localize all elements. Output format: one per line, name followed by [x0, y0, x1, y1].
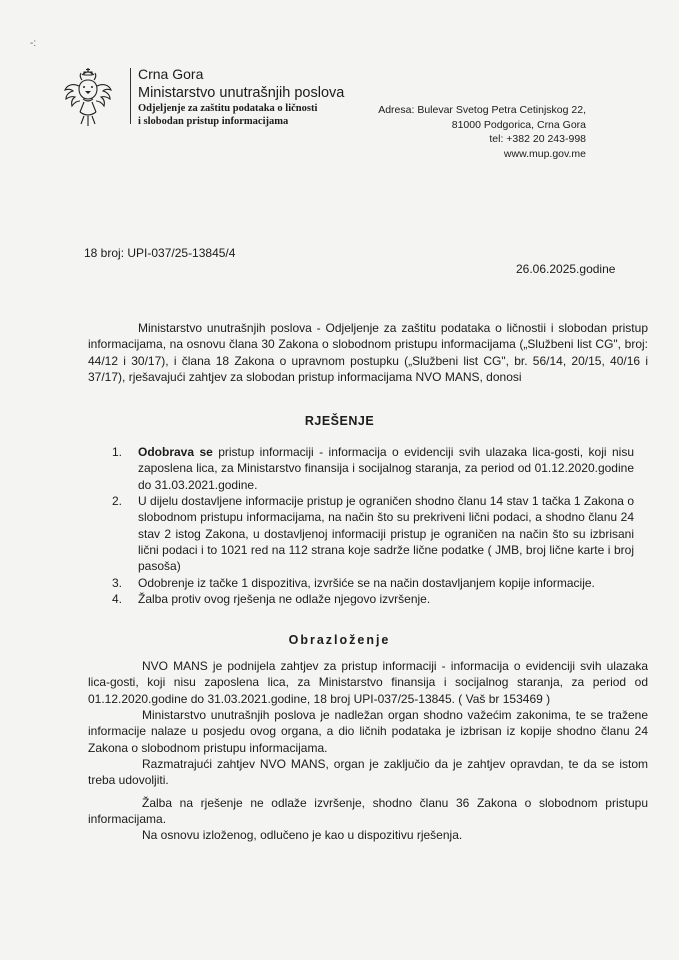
reasoning-paragraph: Ministarstvo unutrašnjih poslova je nadležan organ shodno važećim zakonima, te se tražene informacije nalaze u posjedu ovog organa, a dio ličnih podataka je izbrisan iz kopije shodno članu 24 Zakona o slobodnom pristupu informacijama.: [88, 707, 648, 755]
address-line-1: Adresa: Bulevar Svetog Petra Cetinjskog 22,: [378, 104, 586, 116]
reasoning-title: Obrazloženje: [288, 633, 391, 647]
phone-number: tel: +382 20 243-998: [489, 133, 586, 146]
department-line-1: Odjeljenje za zaštitu podataka o ličnosti: [138, 102, 318, 114]
reference-number: 18 broj: UPI-037/25-13845/4: [84, 246, 236, 260]
reasoning-paragraph: Na osnovu izloženog, odlučeno je kao u dispozitivu rješenja.: [142, 828, 463, 843]
decision-items: [112, 444, 634, 607]
item-number: 3.: [112, 575, 123, 590]
website: www.mup.gov.me: [503, 148, 586, 161]
address-line-2: 81000 Podgorica, Crna Gora: [451, 118, 586, 131]
item-number: 4.: [112, 591, 123, 606]
issuer-block: [138, 66, 344, 128]
reasoning-paragraph: Žalba na rješenje ne odlaže izvršenje, shodno članu 36 Zakona o slobodnom pristupu informacijama.: [88, 795, 648, 826]
item-text: pristup informaciji - informacija o evidenciji svih ulazaka lica-gosti, koji nisu zaposlena lica, za Ministarstvo finansija i socijalnog staranja, za period od 01.12.2020.godine do 31.03.2021.godine.: [138, 445, 634, 492]
item-text: Žalba protiv ovog rješenja ne odlaže njegovo izvršenje.: [138, 591, 431, 606]
header-divider: [130, 68, 131, 124]
item-text: Odobrenje iz tačke 1 dispozitiva, izvršiće se na način dostavljanjem kopije informacije.: [138, 575, 595, 590]
item-lead: Odobrava se: [138, 445, 213, 459]
contact-block: [378, 103, 586, 162]
item-number: 2.: [112, 493, 123, 508]
reasoning-paragraph: Razmatrajući zahtjev NVO MANS, organ je zaključio da je zahtjev opravdan, te da se istom treba udovoljiti.: [88, 756, 648, 788]
decision-item: [112, 591, 634, 607]
ministry-name: Ministarstvo unutrašnjih poslova: [138, 84, 345, 101]
decision-item: [112, 444, 634, 493]
margin-mark: -:: [30, 38, 37, 49]
decision-item: [112, 493, 634, 575]
item-text: U dijelu dostavljene informacije pristup je ograničen shodno članu 14 stav 1 tačka 1 Zakona o slobodnom pristupu informacijama, na način što su prekriveni lični podaci, a shodno članu 24 stav 2 istog Zakona, u dostavljenoj informaciji pristup je ograničen na način što su izbrisani lični podaci i to 1021 red na 112 strana koje sadrže lične podatke ( JMB, broj lične karte i broj pasoša): [138, 493, 634, 574]
intro-paragraph: Ministarstvo unutrašnjih poslova - Odjeljenje za zaštitu podataka o ličnostii i slobodan pristup informacijama, na osnovu člana 30 Zakona o slobodnom pristupu informacijama („Službeni list CG", broj: 44/12 i 30/17), i člana 18 Zakona o upravnom postupku („Službeni list CG", br. 56/14, 20/15, 40/16 i 37/17), rješavajući zahtjev za slobodan pristup informacijama NVO MANS, donosi: [88, 321, 648, 384]
reasoning-section: [88, 658, 648, 843]
department-line-2: i slobodan pristup informacijama: [138, 115, 289, 127]
decision-title: RJEŠENJE: [304, 414, 375, 428]
montenegro-coat-of-arms-icon: [62, 66, 114, 130]
reasoning-paragraph: NVO MANS je podnijela zahtjev za pristup informaciji - informacija o evidenciji svih ulazaka lica-gosti, koji nisu zaposlena lica, za Ministarstvo finansija i socijalnog staranja, za period od 01.12.2020.godine do 31.03.2021.godine, 18 broj UPI-037/25-13845. ( Vaš br 153469 ): [88, 659, 648, 706]
item-number: 1.: [112, 445, 123, 459]
country-name: Crna Gora: [138, 66, 204, 82]
document-date: 26.06.2025.godine: [516, 262, 616, 276]
decision-item: [112, 575, 634, 591]
